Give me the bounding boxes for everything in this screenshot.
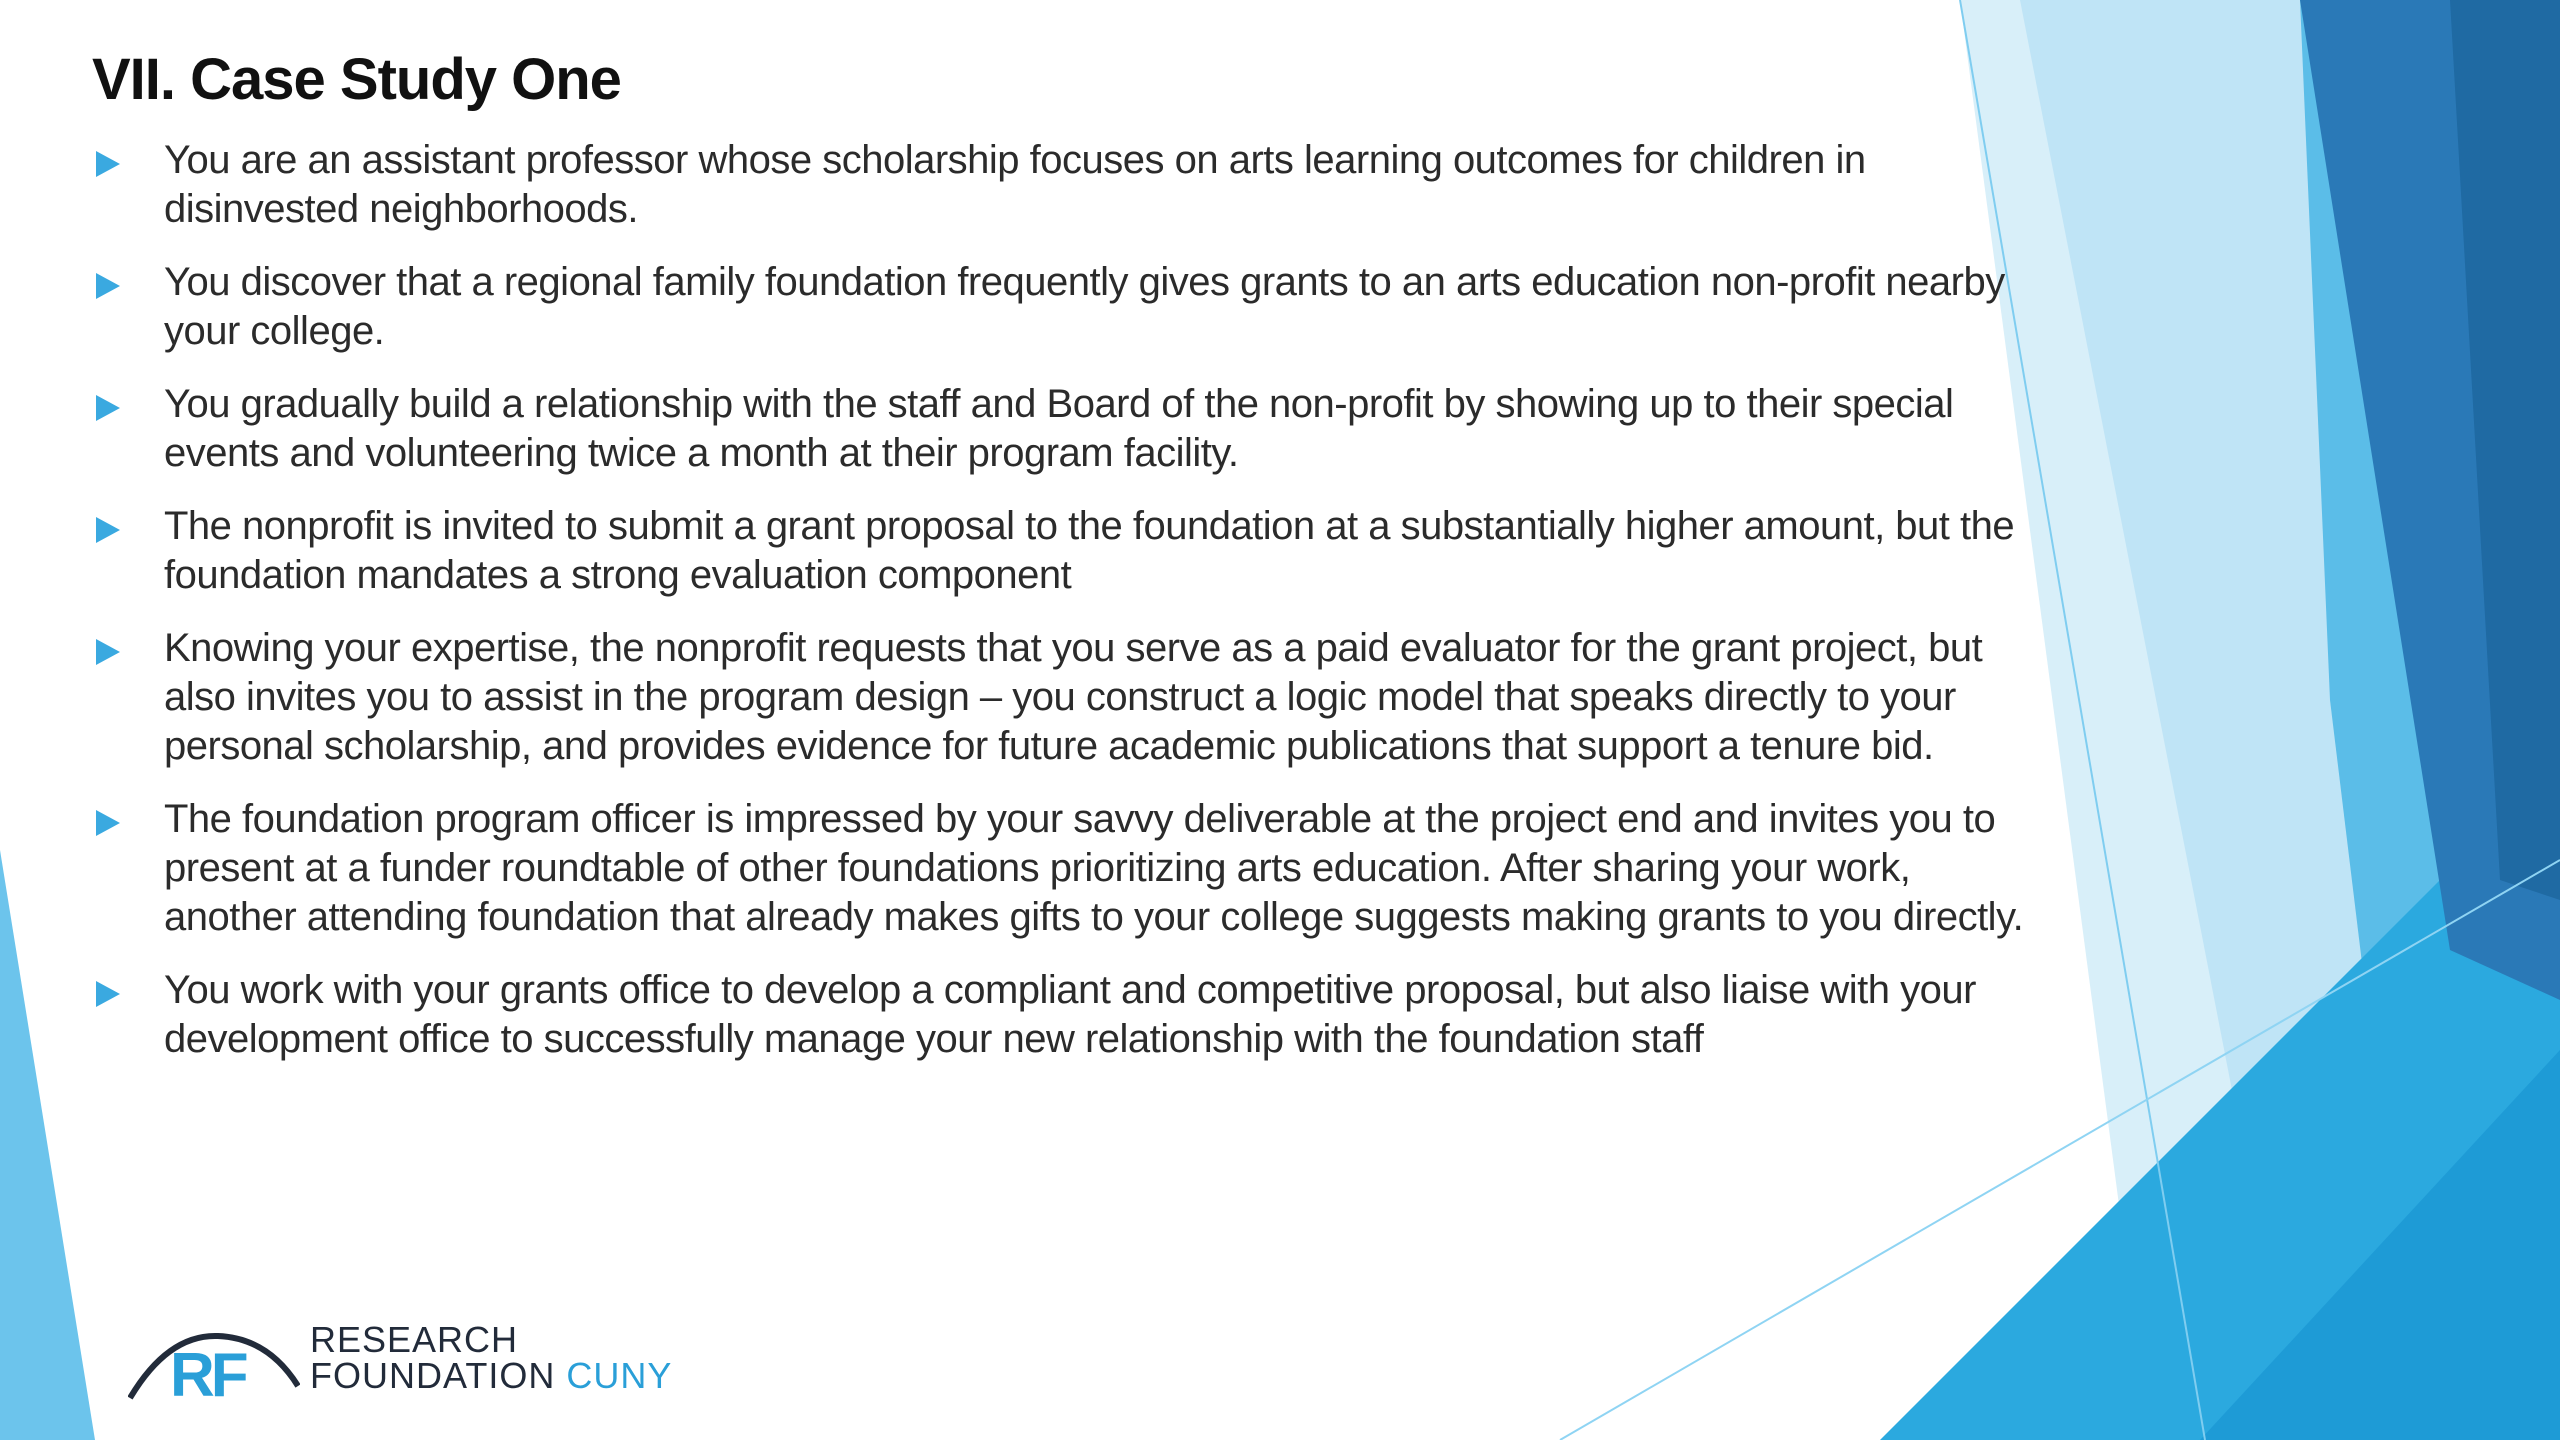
bullet-text: You work with your grants office to develop a compliant and competitive proposal, but also liaise with your development office to successfully manage your new relationship with the foundation staff	[164, 968, 1976, 1061]
bullet-item	[92, 966, 2052, 1064]
logo-line-research: RESEARCH	[310, 1319, 519, 1360]
logo-text	[310, 1319, 673, 1396]
bullet-list	[92, 136, 2052, 1088]
triangle-right-icon	[96, 151, 120, 177]
research-foundation-logo	[128, 1319, 688, 1412]
bullet-text: You gradually build a relationship with the staff and Board of the non-profit by showing up to their special events and volunteering twice a month at their program facility.	[164, 382, 1954, 475]
triangle-right-icon	[96, 517, 120, 543]
bullet-text: You are an assistant professor whose scholarship focuses on arts learning outcomes for children in disinvested neighborhoods.	[164, 138, 1866, 231]
bullet-text: Knowing your expertise, the nonprofit requests that you serve as a paid evaluator for the grant project, but also invites you to assist in the program design – you construct a logic model that speaks directly to your personal scholarship, and provides evidence for future academic publications that support a tenure bid.	[164, 626, 1983, 768]
bullet-item	[92, 502, 2052, 600]
bullet-text: The foundation program officer is impressed by your savvy deliverable at the project end and invites you to present at a funder roundtable of other foundations prioritizing arts education. After sharing your work, another attending foundation that already makes gifts to your college suggests making grants to you directly.	[164, 797, 2024, 939]
triangle-right-icon	[96, 273, 120, 299]
left-edge-shape	[0, 850, 95, 1440]
triangle-right-icon	[96, 639, 120, 665]
triangle-right-icon	[96, 810, 120, 836]
rf-logo-mark	[128, 1326, 300, 1404]
svg-text:RF: RF	[170, 1341, 245, 1404]
triangle-right-icon	[96, 981, 120, 1007]
logo-line-foundation	[310, 1355, 673, 1396]
bullet-item	[92, 136, 2052, 234]
bullet-item	[92, 258, 2052, 356]
bullet-item	[92, 795, 2052, 942]
bullet-item	[92, 624, 2052, 771]
slide-title: VII. Case Study One	[92, 47, 621, 112]
triangle-right-icon	[96, 395, 120, 421]
logo-cuny-word: CUNY	[566, 1355, 673, 1396]
bullet-text: You discover that a regional family foundation frequently gives grants to an arts education non-profit nearby your college.	[164, 260, 2005, 353]
bullet-item	[92, 380, 2052, 478]
logo-foundation-word: FOUNDATION	[310, 1355, 556, 1396]
bullet-text: The nonprofit is invited to submit a grant proposal to the foundation at a substantially higher amount, but the foundation mandates a strong evaluation component	[164, 504, 2015, 597]
